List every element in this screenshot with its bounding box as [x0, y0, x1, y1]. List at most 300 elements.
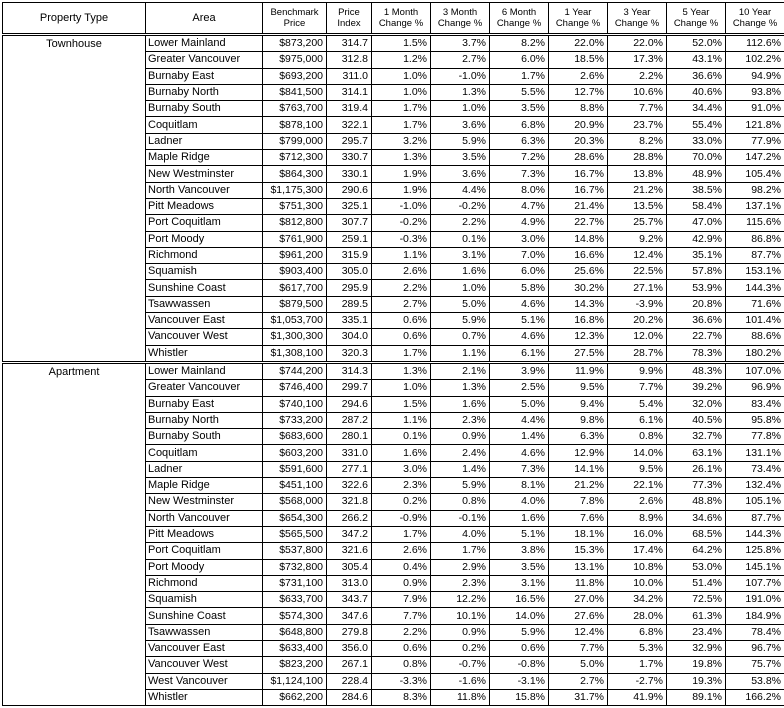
3-month-change-cell: 5.0%: [431, 296, 490, 312]
header-1-month-change: 1 Month Change %: [372, 3, 431, 35]
10-year-change-cell: 77.9%: [726, 133, 784, 149]
area-cell: Maple Ridge: [146, 150, 263, 166]
3-year-change-cell: 7.7%: [608, 380, 667, 396]
10-year-change-cell: 94.9%: [726, 68, 784, 84]
1-year-change-cell: 12.4%: [549, 624, 608, 640]
5-year-change-cell: 20.8%: [667, 296, 726, 312]
benchmark-price-cell: $879,500: [263, 296, 327, 312]
1-year-change-cell: 11.9%: [549, 362, 608, 379]
6-month-change-cell: 1.6%: [490, 510, 549, 526]
3-year-change-cell: 16.0%: [608, 526, 667, 542]
price-index-cell: 267.1: [327, 657, 372, 673]
5-year-change-cell: 51.4%: [667, 575, 726, 591]
price-index-cell: 325.1: [327, 198, 372, 214]
1-month-change-cell: 7.7%: [372, 608, 431, 624]
10-year-change-cell: 105.1%: [726, 494, 784, 510]
1-month-change-cell: 7.9%: [372, 592, 431, 608]
benchmark-price-cell: $683,600: [263, 429, 327, 445]
1-year-change-cell: 27.6%: [549, 608, 608, 624]
area-cell: North Vancouver: [146, 182, 263, 198]
1-month-change-cell: 1.0%: [372, 84, 431, 100]
price-index-cell: 314.3: [327, 362, 372, 379]
3-year-change-cell: 17.3%: [608, 52, 667, 68]
benchmark-price-cell: $574,300: [263, 608, 327, 624]
10-year-change-cell: 144.3%: [726, 526, 784, 542]
1-year-change-cell: 2.6%: [549, 68, 608, 84]
area-cell: Sunshine Coast: [146, 280, 263, 296]
3-year-change-cell: 1.7%: [608, 657, 667, 673]
benchmark-price-cell: $864,300: [263, 166, 327, 182]
3-year-change-cell: 2.6%: [608, 494, 667, 510]
area-cell: Vancouver West: [146, 657, 263, 673]
5-year-change-cell: 38.5%: [667, 182, 726, 198]
benchmark-price-cell: $733,200: [263, 412, 327, 428]
6-month-change-cell: 7.2%: [490, 150, 549, 166]
10-year-change-cell: 121.8%: [726, 117, 784, 133]
3-year-change-cell: 5.3%: [608, 640, 667, 656]
5-year-change-cell: 40.5%: [667, 412, 726, 428]
1-month-change-cell: 2.6%: [372, 543, 431, 559]
area-cell: Burnaby North: [146, 412, 263, 428]
3-month-change-cell: 1.6%: [431, 396, 490, 412]
1-month-change-cell: 1.7%: [372, 117, 431, 133]
5-year-change-cell: 32.9%: [667, 640, 726, 656]
1-month-change-cell: 2.2%: [372, 624, 431, 640]
5-year-change-cell: 53.0%: [667, 559, 726, 575]
10-year-change-cell: 77.8%: [726, 429, 784, 445]
area-cell: Tsawwassen: [146, 296, 263, 312]
benchmark-price-cell: $693,200: [263, 68, 327, 84]
1-year-change-cell: 7.6%: [549, 510, 608, 526]
10-year-change-cell: 145.1%: [726, 559, 784, 575]
5-year-change-cell: 57.8%: [667, 264, 726, 280]
6-month-change-cell: 4.0%: [490, 494, 549, 510]
3-year-change-cell: 25.7%: [608, 215, 667, 231]
benchmark-price-cell: $662,200: [263, 689, 327, 705]
1-month-change-cell: 1.2%: [372, 52, 431, 68]
10-year-change-cell: 87.7%: [726, 247, 784, 263]
1-month-change-cell: 1.9%: [372, 166, 431, 182]
area-cell: North Vancouver: [146, 510, 263, 526]
5-year-change-cell: 77.3%: [667, 478, 726, 494]
6-month-change-cell: 4.7%: [490, 198, 549, 214]
benchmark-price-cell: $1,124,100: [263, 673, 327, 689]
5-year-change-cell: 34.6%: [667, 510, 726, 526]
1-year-change-cell: 20.9%: [549, 117, 608, 133]
price-index-cell: 322.1: [327, 117, 372, 133]
area-cell: Ladner: [146, 133, 263, 149]
1-year-change-cell: 21.2%: [549, 478, 608, 494]
1-month-change-cell: 1.6%: [372, 445, 431, 461]
6-month-change-cell: 8.1%: [490, 478, 549, 494]
1-year-change-cell: 15.3%: [549, 543, 608, 559]
1-year-change-cell: 7.7%: [549, 640, 608, 656]
1-month-change-cell: 8.3%: [372, 689, 431, 705]
benchmark-price-cell: $812,800: [263, 215, 327, 231]
10-year-change-cell: 105.4%: [726, 166, 784, 182]
10-year-change-cell: 180.2%: [726, 345, 784, 362]
1-month-change-cell: 0.6%: [372, 313, 431, 329]
1-year-change-cell: 12.7%: [549, 84, 608, 100]
3-month-change-cell: 0.8%: [431, 494, 490, 510]
3-month-change-cell: 3.6%: [431, 166, 490, 182]
1-month-change-cell: 0.2%: [372, 494, 431, 510]
10-year-change-cell: 107.7%: [726, 575, 784, 591]
1-year-change-cell: 8.8%: [549, 101, 608, 117]
1-month-change-cell: 1.1%: [372, 412, 431, 428]
price-index-cell: 277.1: [327, 461, 372, 477]
1-year-change-cell: 12.9%: [549, 445, 608, 461]
price-index-cell: 279.8: [327, 624, 372, 640]
price-index-cell: 331.0: [327, 445, 372, 461]
benchmark-price-cell: $633,700: [263, 592, 327, 608]
3-year-change-cell: 21.2%: [608, 182, 667, 198]
benchmark-price-cell: $799,000: [263, 133, 327, 149]
6-month-change-cell: 0.6%: [490, 640, 549, 656]
3-year-change-cell: 20.2%: [608, 313, 667, 329]
1-month-change-cell: 0.6%: [372, 329, 431, 345]
3-month-change-cell: 2.9%: [431, 559, 490, 575]
3-month-change-cell: 2.3%: [431, 412, 490, 428]
benchmark-price-cell: $731,100: [263, 575, 327, 591]
3-month-change-cell: 2.1%: [431, 362, 490, 379]
1-year-change-cell: 5.0%: [549, 657, 608, 673]
1-year-change-cell: 18.5%: [549, 52, 608, 68]
3-year-change-cell: 28.8%: [608, 150, 667, 166]
benchmark-price-cell: $878,100: [263, 117, 327, 133]
5-year-change-cell: 48.9%: [667, 166, 726, 182]
table-row: [3, 35, 784, 52]
10-year-change-cell: 83.4%: [726, 396, 784, 412]
10-year-change-cell: 53.8%: [726, 673, 784, 689]
3-month-change-cell: 5.9%: [431, 133, 490, 149]
6-month-change-cell: -3.1%: [490, 673, 549, 689]
1-year-change-cell: 30.2%: [549, 280, 608, 296]
3-year-change-cell: 7.7%: [608, 101, 667, 117]
6-month-change-cell: 3.9%: [490, 362, 549, 379]
3-month-change-cell: -1.6%: [431, 673, 490, 689]
3-year-change-cell: -3.9%: [608, 296, 667, 312]
6-month-change-cell: 4.6%: [490, 329, 549, 345]
1-year-change-cell: 25.6%: [549, 264, 608, 280]
3-year-change-cell: 8.2%: [608, 133, 667, 149]
price-index-cell: 307.7: [327, 215, 372, 231]
6-month-change-cell: 5.5%: [490, 84, 549, 100]
area-cell: Vancouver East: [146, 640, 263, 656]
3-month-change-cell: 4.4%: [431, 182, 490, 198]
10-year-change-cell: 115.6%: [726, 215, 784, 231]
3-month-change-cell: 1.0%: [431, 101, 490, 117]
3-year-change-cell: 17.4%: [608, 543, 667, 559]
1-year-change-cell: 20.3%: [549, 133, 608, 149]
3-year-change-cell: 12.4%: [608, 247, 667, 263]
6-month-change-cell: -0.8%: [490, 657, 549, 673]
benchmark-price-cell: $1,300,300: [263, 329, 327, 345]
3-year-change-cell: 6.1%: [608, 412, 667, 428]
10-year-change-cell: 131.1%: [726, 445, 784, 461]
area-cell: Port Coquitlam: [146, 215, 263, 231]
1-year-change-cell: 9.4%: [549, 396, 608, 412]
area-cell: Port Moody: [146, 559, 263, 575]
10-year-change-cell: 93.8%: [726, 84, 784, 100]
area-cell: Richmond: [146, 575, 263, 591]
3-year-change-cell: 13.5%: [608, 198, 667, 214]
area-cell: Pitt Meadows: [146, 526, 263, 542]
benchmark-price-cell: $763,700: [263, 101, 327, 117]
benchmark-price-cell: $565,500: [263, 526, 327, 542]
3-month-change-cell: 1.3%: [431, 84, 490, 100]
benchmark-price-cell: $823,200: [263, 657, 327, 673]
3-year-change-cell: 34.2%: [608, 592, 667, 608]
10-year-change-cell: 86.8%: [726, 231, 784, 247]
price-index-cell: 314.1: [327, 84, 372, 100]
6-month-change-cell: 5.0%: [490, 396, 549, 412]
price-index-cell: 304.0: [327, 329, 372, 345]
benchmark-price-cell: $746,400: [263, 380, 327, 396]
6-month-change-cell: 6.1%: [490, 345, 549, 362]
area-cell: Coquitlam: [146, 117, 263, 133]
6-month-change-cell: 4.9%: [490, 215, 549, 231]
area-cell: Burnaby South: [146, 101, 263, 117]
price-index-cell: 289.5: [327, 296, 372, 312]
benchmark-price-cell: $761,900: [263, 231, 327, 247]
6-month-change-cell: 6.3%: [490, 133, 549, 149]
5-year-change-cell: 64.2%: [667, 543, 726, 559]
header-10-year-change: 10 Year Change %: [726, 3, 784, 35]
1-year-change-cell: 16.8%: [549, 313, 608, 329]
3-month-change-cell: 12.2%: [431, 592, 490, 608]
6-month-change-cell: 7.3%: [490, 166, 549, 182]
3-month-change-cell: 3.7%: [431, 35, 490, 52]
3-month-change-cell: 5.9%: [431, 313, 490, 329]
10-year-change-cell: 98.2%: [726, 182, 784, 198]
1-year-change-cell: 14.1%: [549, 461, 608, 477]
5-year-change-cell: 19.8%: [667, 657, 726, 673]
area-cell: Maple Ridge: [146, 478, 263, 494]
1-month-change-cell: 2.6%: [372, 264, 431, 280]
10-year-change-cell: 166.2%: [726, 689, 784, 705]
10-year-change-cell: 71.6%: [726, 296, 784, 312]
1-year-change-cell: 27.5%: [549, 345, 608, 362]
3-year-change-cell: 28.0%: [608, 608, 667, 624]
5-year-change-cell: 22.7%: [667, 329, 726, 345]
3-month-change-cell: 2.7%: [431, 52, 490, 68]
area-cell: Burnaby East: [146, 396, 263, 412]
3-year-change-cell: 10.0%: [608, 575, 667, 591]
6-month-change-cell: 15.8%: [490, 689, 549, 705]
3-month-change-cell: 0.9%: [431, 429, 490, 445]
benchmark-price-cell: $744,200: [263, 362, 327, 379]
3-month-change-cell: 3.5%: [431, 150, 490, 166]
3-year-change-cell: 9.2%: [608, 231, 667, 247]
price-index-cell: 312.8: [327, 52, 372, 68]
header-3-month-change: 3 Month Change %: [431, 3, 490, 35]
table-body: [3, 35, 784, 706]
1-month-change-cell: 1.1%: [372, 247, 431, 263]
area-cell: Lower Mainland: [146, 362, 263, 379]
benchmark-price-cell: $903,400: [263, 264, 327, 280]
area-cell: New Westminster: [146, 166, 263, 182]
area-cell: Vancouver West: [146, 329, 263, 345]
benchmark-price-cell: $841,500: [263, 84, 327, 100]
3-month-change-cell: 11.8%: [431, 689, 490, 705]
benchmark-price-cell: $873,200: [263, 35, 327, 52]
header-5-year-change: 5 Year Change %: [667, 3, 726, 35]
6-month-change-cell: 6.0%: [490, 52, 549, 68]
5-year-change-cell: 55.4%: [667, 117, 726, 133]
property-type-cell: Townhouse: [3, 35, 146, 363]
3-month-change-cell: 1.3%: [431, 380, 490, 396]
3-year-change-cell: 27.1%: [608, 280, 667, 296]
benchmark-price-cell: $648,800: [263, 624, 327, 640]
benchmark-price-cell: $1,053,700: [263, 313, 327, 329]
area-cell: Greater Vancouver: [146, 380, 263, 396]
3-year-change-cell: 9.5%: [608, 461, 667, 477]
header-6-month-change: 6 Month Change %: [490, 3, 549, 35]
price-index-cell: 320.3: [327, 345, 372, 362]
benchmark-price-cell: $712,300: [263, 150, 327, 166]
area-cell: Whistler: [146, 345, 263, 362]
1-month-change-cell: 0.8%: [372, 657, 431, 673]
10-year-change-cell: 78.4%: [726, 624, 784, 640]
1-month-change-cell: 3.0%: [372, 461, 431, 477]
10-year-change-cell: 132.4%: [726, 478, 784, 494]
5-year-change-cell: 36.6%: [667, 313, 726, 329]
area-cell: Squamish: [146, 592, 263, 608]
area-cell: Vancouver East: [146, 313, 263, 329]
6-month-change-cell: 8.2%: [490, 35, 549, 52]
5-year-change-cell: 32.0%: [667, 396, 726, 412]
1-month-change-cell: -0.9%: [372, 510, 431, 526]
price-index-cell: 284.6: [327, 689, 372, 705]
5-year-change-cell: 40.6%: [667, 84, 726, 100]
1-year-change-cell: 13.1%: [549, 559, 608, 575]
6-month-change-cell: 3.1%: [490, 575, 549, 591]
3-month-change-cell: -0.2%: [431, 198, 490, 214]
area-cell: Port Coquitlam: [146, 543, 263, 559]
1-year-change-cell: 2.7%: [549, 673, 608, 689]
table-header-row: [3, 3, 784, 35]
area-cell: Lower Mainland: [146, 35, 263, 52]
price-index-cell: 294.6: [327, 396, 372, 412]
benchmark-price-cell: $732,800: [263, 559, 327, 575]
10-year-change-cell: 137.1%: [726, 198, 784, 214]
1-year-change-cell: 31.7%: [549, 689, 608, 705]
price-index-cell: 347.6: [327, 608, 372, 624]
10-year-change-cell: 112.6%: [726, 35, 784, 52]
1-month-change-cell: 1.7%: [372, 101, 431, 117]
price-index-cell: 322.6: [327, 478, 372, 494]
3-month-change-cell: 1.6%: [431, 264, 490, 280]
3-year-change-cell: 22.0%: [608, 35, 667, 52]
area-cell: Sunshine Coast: [146, 608, 263, 624]
5-year-change-cell: 19.3%: [667, 673, 726, 689]
property-type-cell: Apartment: [3, 362, 146, 705]
6-month-change-cell: 5.1%: [490, 526, 549, 542]
benchmark-price-cell: $603,200: [263, 445, 327, 461]
benchmark-price-cell: $568,000: [263, 494, 327, 510]
3-month-change-cell: 1.1%: [431, 345, 490, 362]
6-month-change-cell: 3.5%: [490, 559, 549, 575]
area-cell: Burnaby South: [146, 429, 263, 445]
price-index-cell: 295.7: [327, 133, 372, 149]
price-index-cell: 321.8: [327, 494, 372, 510]
6-month-change-cell: 4.4%: [490, 412, 549, 428]
10-year-change-cell: 184.9%: [726, 608, 784, 624]
benchmark-price-cell: $537,800: [263, 543, 327, 559]
1-month-change-cell: 0.9%: [372, 575, 431, 591]
1-year-change-cell: 28.6%: [549, 150, 608, 166]
price-index-cell: 280.1: [327, 429, 372, 445]
10-year-change-cell: 96.9%: [726, 380, 784, 396]
6-month-change-cell: 3.0%: [490, 231, 549, 247]
3-year-change-cell: 22.1%: [608, 478, 667, 494]
area-cell: Burnaby East: [146, 68, 263, 84]
3-year-change-cell: 14.0%: [608, 445, 667, 461]
3-month-change-cell: 5.9%: [431, 478, 490, 494]
area-cell: Pitt Meadows: [146, 198, 263, 214]
5-year-change-cell: 48.3%: [667, 362, 726, 379]
5-year-change-cell: 63.1%: [667, 445, 726, 461]
6-month-change-cell: 7.0%: [490, 247, 549, 263]
10-year-change-cell: 144.3%: [726, 280, 784, 296]
3-month-change-cell: -0.7%: [431, 657, 490, 673]
3-year-change-cell: 23.7%: [608, 117, 667, 133]
price-index-cell: 311.0: [327, 68, 372, 84]
5-year-change-cell: 52.0%: [667, 35, 726, 52]
price-index-cell: 228.4: [327, 673, 372, 689]
5-year-change-cell: 47.0%: [667, 215, 726, 231]
price-index-cell: 259.1: [327, 231, 372, 247]
3-month-change-cell: -0.1%: [431, 510, 490, 526]
header-property-type: Property Type: [3, 3, 146, 35]
price-index-cell: 299.7: [327, 380, 372, 396]
table-row: [3, 362, 784, 379]
5-year-change-cell: 70.0%: [667, 150, 726, 166]
6-month-change-cell: 5.8%: [490, 280, 549, 296]
price-index-table: [2, 2, 784, 706]
3-year-change-cell: 12.0%: [608, 329, 667, 345]
6-month-change-cell: 7.3%: [490, 461, 549, 477]
6-month-change-cell: 4.6%: [490, 296, 549, 312]
area-cell: Squamish: [146, 264, 263, 280]
3-month-change-cell: 4.0%: [431, 526, 490, 542]
3-year-change-cell: 8.9%: [608, 510, 667, 526]
3-year-change-cell: 28.7%: [608, 345, 667, 362]
6-month-change-cell: 5.1%: [490, 313, 549, 329]
price-index-cell: 313.0: [327, 575, 372, 591]
10-year-change-cell: 96.7%: [726, 640, 784, 656]
1-month-change-cell: 1.0%: [372, 380, 431, 396]
1-year-change-cell: 21.4%: [549, 198, 608, 214]
3-year-change-cell: 2.2%: [608, 68, 667, 84]
6-month-change-cell: 1.4%: [490, 429, 549, 445]
benchmark-price-cell: $451,100: [263, 478, 327, 494]
price-index-cell: 330.7: [327, 150, 372, 166]
10-year-change-cell: 91.0%: [726, 101, 784, 117]
3-month-change-cell: 3.6%: [431, 117, 490, 133]
benchmark-price-cell: $1,308,100: [263, 345, 327, 362]
10-year-change-cell: 125.8%: [726, 543, 784, 559]
area-cell: Ladner: [146, 461, 263, 477]
area-cell: Port Moody: [146, 231, 263, 247]
price-index-cell: 343.7: [327, 592, 372, 608]
3-month-change-cell: 2.4%: [431, 445, 490, 461]
1-year-change-cell: 6.3%: [549, 429, 608, 445]
1-month-change-cell: 3.2%: [372, 133, 431, 149]
1-month-change-cell: -1.0%: [372, 198, 431, 214]
3-month-change-cell: 1.4%: [431, 461, 490, 477]
